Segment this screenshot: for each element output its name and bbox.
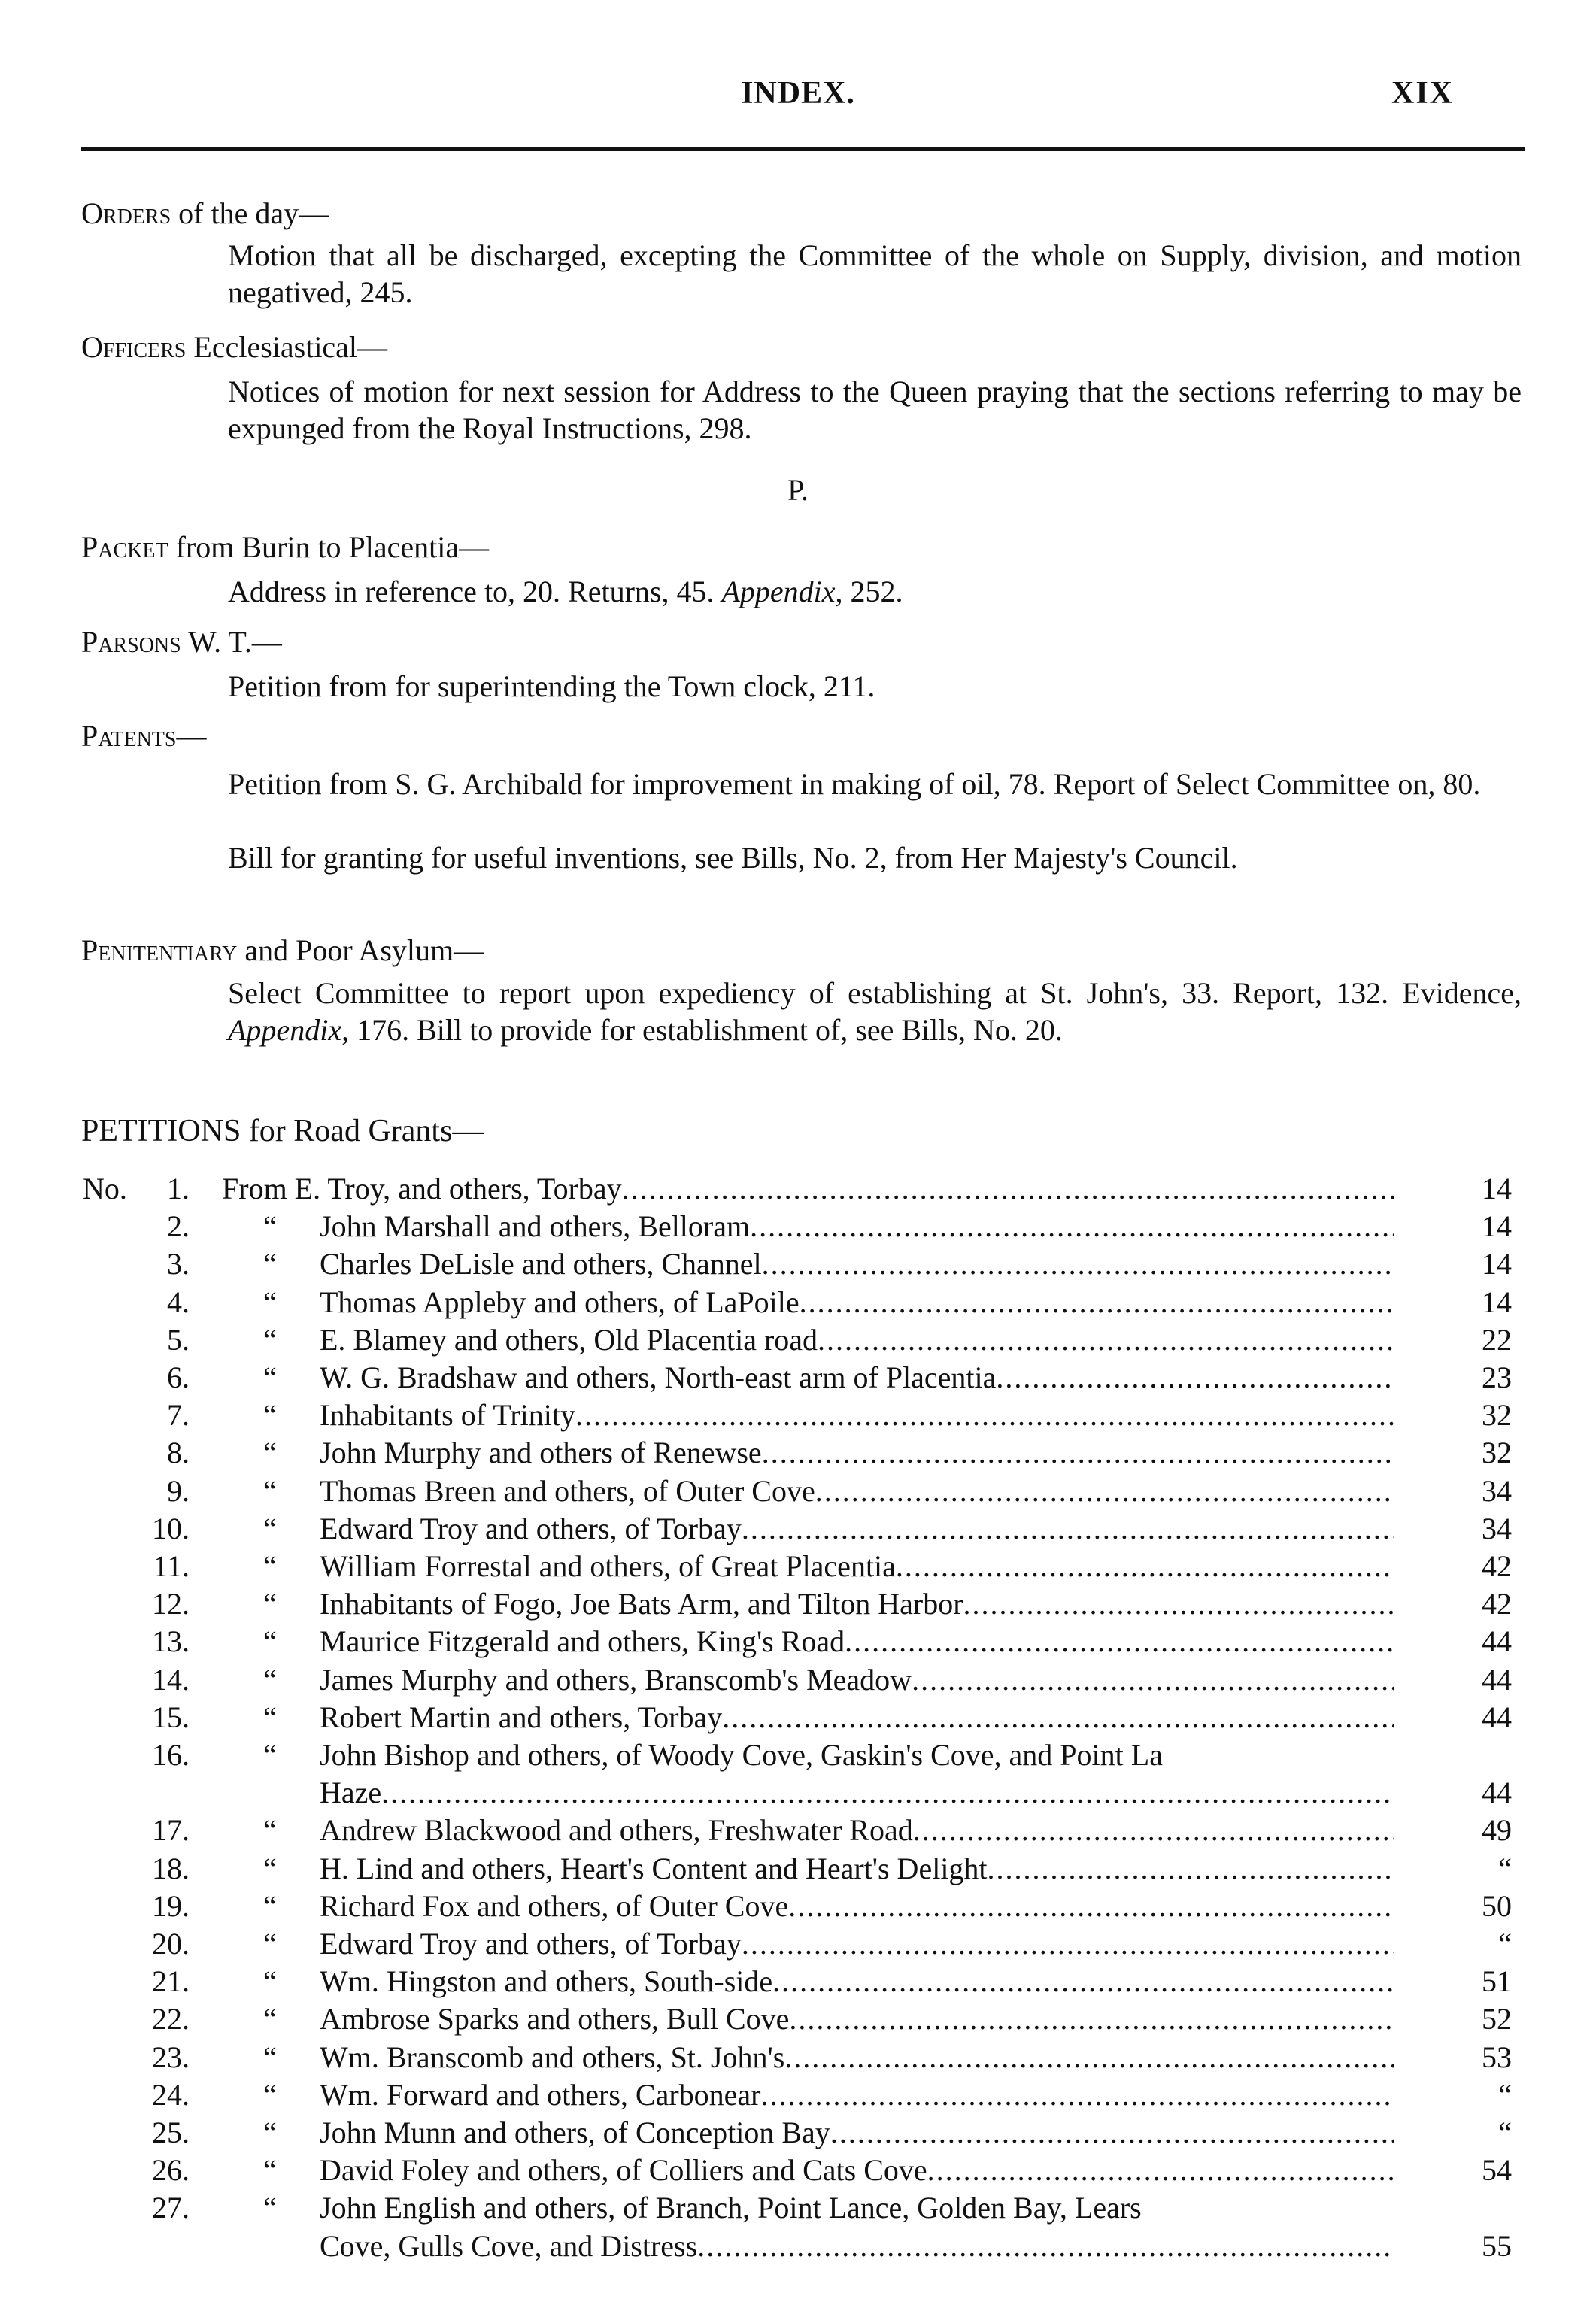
- leader-dots: [789, 2000, 1394, 2038]
- petition-text: [320, 1963, 1394, 2000]
- entry-body-penitentiary: [228, 975, 1522, 1048]
- leader-dots: [750, 1208, 1394, 1245]
- leader-dots: [381, 1774, 1394, 1812]
- petition-number: 13.: [152, 1624, 190, 1659]
- ditto-mark: “: [263, 2153, 277, 2188]
- petition-text: [320, 1284, 1394, 1321]
- petition-text: [320, 1245, 1394, 1283]
- page-reference: 42: [1482, 1549, 1512, 1583]
- page-reference: 44: [1482, 1662, 1512, 1697]
- petitioner: Andrew Blackwood and others, Freshwater Road: [320, 1813, 913, 1848]
- page-reference: 44: [1482, 1776, 1512, 1810]
- heading-rest: from Burin to Placentia—: [168, 530, 490, 564]
- petitioner: John Marshall and others, Belloram: [320, 1209, 751, 1244]
- petition-row: [0, 1585, 1596, 1623]
- petitioner: Thomas Breen and others, of Outer Cove: [320, 1473, 815, 1508]
- leader-dots: [912, 1661, 1394, 1699]
- petitioner: John Munn and others, of Conception Bay: [320, 2115, 830, 2149]
- page-reference: 44: [1482, 1624, 1512, 1659]
- petition-text: [320, 2000, 1394, 2038]
- ditto-mark: “: [263, 2040, 277, 2074]
- petition-number: 1.: [167, 1172, 190, 1206]
- ditto-mark: “: [263, 2002, 277, 2037]
- leader-dots: [760, 2076, 1394, 2114]
- section-letter: P.: [787, 473, 809, 507]
- ditto-mark: “: [263, 1851, 277, 1885]
- page-reference: 32: [1482, 1398, 1512, 1433]
- heading-rest: —: [176, 719, 207, 753]
- petition-number: 4.: [167, 1284, 190, 1319]
- petition-row: [0, 1661, 1596, 1699]
- petitioner: Wm. Branscomb and others, St. John's: [320, 2040, 785, 2074]
- page-reference: 52: [1482, 2002, 1512, 2037]
- leader-dots: [697, 2228, 1394, 2265]
- page-reference: 49: [1482, 1813, 1512, 1848]
- header-rule: [81, 147, 1525, 151]
- petition-text: [320, 2114, 1394, 2152]
- petition-text: [320, 2228, 1394, 2265]
- ditto-mark: “: [263, 1813, 277, 1848]
- ditto-mark: “: [263, 1624, 277, 1659]
- petitioner: Edward Troy and others, of Torbay: [320, 1927, 742, 1961]
- ditto-mark: “: [263, 1247, 277, 1281]
- petition-number: 14.: [152, 1662, 190, 1697]
- petitioner: Ambrose Sparks and others, Bull Cove: [320, 2002, 790, 2037]
- leader-dots: [784, 2039, 1394, 2076]
- page-reference: 42: [1482, 1587, 1512, 1621]
- petition-number: 6.: [167, 1360, 190, 1394]
- petition-text: [320, 1208, 1394, 1245]
- petitioner: James Murphy and others, Branscomb's Meadow: [320, 1662, 912, 1697]
- petition-number: 20.: [152, 1927, 190, 1961]
- page-reference: 34: [1482, 1511, 1512, 1545]
- petition-text: [320, 1585, 1394, 1623]
- ditto-mark: “: [263, 1927, 277, 1961]
- petition-number: 8.: [167, 1436, 190, 1470]
- heading-rest: of the day—: [171, 196, 329, 230]
- page-reference: 55: [1482, 2228, 1512, 2263]
- petition-row: [0, 1850, 1596, 1888]
- heading-keyword: Penitentiary: [81, 933, 238, 967]
- page-reference: 22: [1482, 1322, 1512, 1357]
- leader-dots: [742, 1510, 1394, 1548]
- ditto-mark: “: [263, 1549, 277, 1583]
- page-reference: 34: [1482, 1473, 1512, 1508]
- ditto-mark: “: [263, 1888, 277, 1923]
- petition-number: 15.: [152, 1700, 190, 1734]
- petition-number: 3.: [167, 1247, 190, 1281]
- petition-number: 25.: [152, 2115, 190, 2149]
- leader-dots: [988, 1850, 1394, 1888]
- entry-heading-officers: [81, 329, 387, 365]
- ditto-mark: “: [263, 1209, 277, 1244]
- petition-number: 22.: [152, 2002, 190, 2037]
- petition-row: [0, 1397, 1596, 1434]
- petition-number: 18.: [152, 1851, 190, 1885]
- page-reference: 14: [1482, 1172, 1512, 1206]
- leader-dots: [815, 1472, 1394, 1510]
- body-italic: Appendix: [228, 1013, 342, 1047]
- leader-dots: [830, 2114, 1394, 2152]
- ditto-mark: “: [263, 1360, 277, 1394]
- petition-row: [0, 2076, 1596, 2114]
- leader-dots: [575, 1397, 1394, 1434]
- petitioner: Richard Fox and others, of Outer Cove: [320, 1888, 789, 1923]
- petitioner: John Bishop and others, of Woody Cove, Gaskin's Cove, and Point La: [320, 1738, 1163, 1772]
- petition-text: [320, 1510, 1394, 1548]
- heading-keyword: Patents: [81, 719, 177, 753]
- petition-number: 17.: [152, 1813, 190, 1848]
- petition-text: [320, 1925, 1394, 1963]
- entry-heading-patents: [81, 718, 206, 754]
- petition-row: [0, 1699, 1596, 1736]
- leader-dots: [762, 1245, 1394, 1283]
- petition-row: [0, 1888, 1596, 1925]
- body-text: , 176. Bill to provide for establishment of, see Bills, No. 20.: [341, 1013, 1063, 1047]
- page-reference: 14: [1482, 1247, 1512, 1281]
- entry-body-orders: Motion that all be discharged, excepting the Committee of the whole on Supply, division, and motion negatived, 245.: [228, 238, 1522, 309]
- ditto-mark: “: [263, 1662, 277, 1697]
- page-reference: “: [1498, 2115, 1512, 2149]
- petition-row: [0, 1245, 1596, 1283]
- entry-heading-orders: [81, 196, 329, 231]
- leader-dots: [963, 1585, 1394, 1623]
- ditto-mark: “: [263, 1398, 277, 1433]
- petition-number: 26.: [152, 2153, 190, 2188]
- petition-number: 24.: [152, 2077, 190, 2112]
- petition-number: 16.: [152, 1738, 190, 1772]
- petitioner: From E. Troy, and others, Torbay: [222, 1172, 622, 1206]
- petition-row: [0, 1812, 1596, 1849]
- petitioner: H. Lind and others, Heart's Content and Heart's Delight: [320, 1851, 988, 1885]
- petition-row: [0, 1963, 1596, 2000]
- heading-keyword: Packet: [81, 530, 168, 564]
- petitions-title: PETITIONS for Road Grants—: [81, 1114, 484, 1148]
- heading-keyword: Officers: [81, 330, 187, 364]
- petition-text: [320, 1434, 1394, 1472]
- petition-text: [320, 2152, 1394, 2189]
- petition-number: 2.: [167, 1209, 190, 1244]
- petition-number: 27.: [152, 2191, 190, 2225]
- petition-number: 5.: [167, 1322, 190, 1357]
- petition-row-continued: [0, 2228, 1596, 2265]
- page-reference: 23: [1482, 1360, 1512, 1394]
- petition-row: [0, 1359, 1596, 1397]
- petition-row-continued: [0, 1774, 1596, 1812]
- petition-text: [222, 1170, 1394, 1208]
- petitioner: E. Blamey and others, Old Placentia road: [320, 1322, 818, 1357]
- leader-dots: [742, 1925, 1394, 1963]
- body-text: , 252.: [835, 575, 903, 608]
- page-reference: 50: [1482, 1888, 1512, 1923]
- leader-dots: [772, 1963, 1394, 2000]
- page-number: XIX: [1391, 76, 1455, 111]
- heading-rest: Ecclesiastical—: [186, 330, 388, 364]
- petitioner-continued: Cove, Gulls Cove, and Distress: [320, 2228, 698, 2263]
- ditto-mark: “: [263, 2115, 277, 2149]
- petitioner: William Forrestal and others, of Great Placentia: [320, 1549, 896, 1583]
- no-label: No.: [83, 1172, 127, 1206]
- petition-text: [320, 1736, 1394, 1774]
- leader-dots: [913, 1812, 1394, 1849]
- leader-dots: [996, 1359, 1394, 1397]
- page-reference: 14: [1482, 1209, 1512, 1244]
- ditto-mark: “: [263, 2077, 277, 2112]
- leader-dots: [896, 1548, 1394, 1585]
- leader-dots: [927, 2152, 1394, 2189]
- entry-body-patents-2: Bill for granting for useful inventions, see Bills, No. 2, from Her Majesty's Council.: [228, 841, 1238, 875]
- petition-row: [0, 2152, 1596, 2189]
- petition-text: [320, 1850, 1394, 1888]
- page-title: INDEX.: [741, 76, 855, 111]
- petition-text: [320, 1774, 1394, 1812]
- petitioner: Wm. Hingston and others, South-side: [320, 1964, 773, 1999]
- petition-text: [320, 1397, 1394, 1434]
- petition-row: [0, 1170, 1596, 1208]
- ditto-mark: “: [263, 1700, 277, 1734]
- petitioner: Inhabitants of Fogo, Joe Bats Arm, and Tilton Harbor: [320, 1587, 963, 1621]
- petitioner: Charles DeLisle and others, Channel: [320, 1247, 762, 1281]
- petition-text: [320, 1812, 1394, 1849]
- petition-number: 12.: [152, 1587, 190, 1621]
- heading-rest: W. T.—: [181, 625, 282, 659]
- entry-heading-packet: [81, 529, 489, 565]
- petition-row: [0, 1208, 1596, 1245]
- petition-row: [0, 1472, 1596, 1510]
- page-reference: 14: [1482, 1284, 1512, 1319]
- body-text: Select Committee to report upon expediency of establishing at St. John's, 33. Report, 132. Evidence,: [228, 976, 1522, 1010]
- petition-number: 19.: [152, 1888, 190, 1923]
- petition-number: 11.: [153, 1549, 190, 1583]
- ditto-mark: “: [263, 1436, 277, 1470]
- ditto-mark: “: [263, 1738, 277, 1772]
- petitioner: David Foley and others, of Colliers and Cats Cove: [320, 2153, 927, 2188]
- page-reference: 32: [1482, 1436, 1512, 1470]
- petitioner: John English and others, of Branch, Point Lance, Golden Bay, Lears: [320, 2191, 1142, 2225]
- petition-text: [320, 1699, 1394, 1736]
- petition-number: 23.: [152, 2040, 190, 2074]
- petition-row: [0, 2000, 1596, 2038]
- page-reference: “: [1498, 2077, 1512, 2112]
- petitioner: Inhabitants of Trinity: [320, 1398, 576, 1433]
- petition-row: [0, 1510, 1596, 1548]
- page-reference: 51: [1482, 1964, 1512, 1999]
- page-reference: “: [1498, 1851, 1512, 1885]
- petition-row: [0, 1284, 1596, 1321]
- petition-text: [320, 1321, 1394, 1359]
- ditto-mark: “: [263, 1511, 277, 1545]
- petitioner: Wm. Forward and others, Carbonear: [320, 2077, 761, 2112]
- petition-text: [320, 1888, 1394, 1925]
- petition-text: [320, 2039, 1394, 2076]
- heading-rest: and Poor Asylum—: [237, 933, 484, 967]
- petition-text: [320, 1548, 1394, 1585]
- petition-row: [0, 1434, 1596, 1472]
- petitioner-continued: Haze: [320, 1776, 382, 1810]
- leader-dots: [788, 1888, 1394, 1925]
- petitioner: Thomas Appleby and others, of LaPoile: [320, 1284, 800, 1319]
- leader-dots: [845, 1623, 1394, 1660]
- page-reference: 53: [1482, 2040, 1512, 2074]
- ditto-mark: “: [263, 2191, 277, 2225]
- heading-keyword: Parsons: [81, 625, 181, 659]
- petition-row: [0, 2114, 1596, 2152]
- entry-heading-parsons: [81, 624, 282, 660]
- petition-number: 10.: [152, 1511, 190, 1545]
- petition-text: [320, 1661, 1394, 1699]
- entry-body-patents-1: Petition from S. G. Archibald for improvement in making of oil, 78. Report of Select Committee on, 80.: [228, 767, 1481, 801]
- leader-dots: [722, 1699, 1394, 1736]
- petitioner: Robert Martin and others, Torbay: [320, 1700, 723, 1734]
- page-reference: 44: [1482, 1700, 1512, 1734]
- petition-text: [320, 1623, 1394, 1660]
- petition-row: [0, 1623, 1596, 1660]
- ditto-mark: “: [263, 1587, 277, 1621]
- entry-body-parsons: Petition from for superintending the Town clock, 211.: [228, 669, 875, 703]
- petition-row: [0, 1736, 1596, 1774]
- ditto-mark: “: [263, 1284, 277, 1319]
- petitioner: John Murphy and others of Renewse: [320, 1436, 762, 1470]
- leader-dots: [762, 1434, 1394, 1472]
- entry-heading-penitentiary: [81, 933, 484, 968]
- ditto-mark: “: [263, 1473, 277, 1508]
- petition-row: [0, 1321, 1596, 1359]
- entry-body-packet: [228, 573, 1522, 610]
- leader-dots: [818, 1321, 1394, 1359]
- leader-dots: [622, 1170, 1394, 1208]
- petition-text: [320, 2076, 1394, 2114]
- petition-text: [320, 1359, 1394, 1397]
- petition-row: [0, 2039, 1596, 2076]
- petition-row: [0, 2189, 1596, 2227]
- petition-row: [0, 1548, 1596, 1585]
- petition-row: [0, 1925, 1596, 1963]
- petition-number: 7.: [167, 1398, 190, 1433]
- petition-number: 9.: [167, 1473, 190, 1508]
- leader-dots: [800, 1284, 1394, 1321]
- heading-keyword: Orders: [81, 196, 171, 230]
- ditto-mark: “: [263, 1322, 277, 1357]
- petition-text: [320, 1472, 1394, 1510]
- body-italic: Appendix: [721, 575, 836, 608]
- page-reference: 54: [1482, 2153, 1512, 2188]
- petition-number: 21.: [152, 1964, 190, 1999]
- petitioner: Edward Troy and others, of Torbay: [320, 1511, 742, 1545]
- entry-body-officers: Notices of motion for next session for Address to the Queen praying that the sections referring to may be expunged from the Royal Instructions, 298.: [228, 375, 1522, 445]
- petition-text: [320, 2189, 1394, 2227]
- ditto-mark: “: [263, 1964, 277, 1999]
- page-reference: “: [1498, 1927, 1512, 1961]
- petitioner: Maurice Fitzgerald and others, King's Road: [320, 1624, 845, 1659]
- petitioner: W. G. Bradshaw and others, North-east arm of Placentia: [320, 1360, 997, 1394]
- body-text: Address in reference to, 20. Returns, 45.: [228, 575, 722, 608]
